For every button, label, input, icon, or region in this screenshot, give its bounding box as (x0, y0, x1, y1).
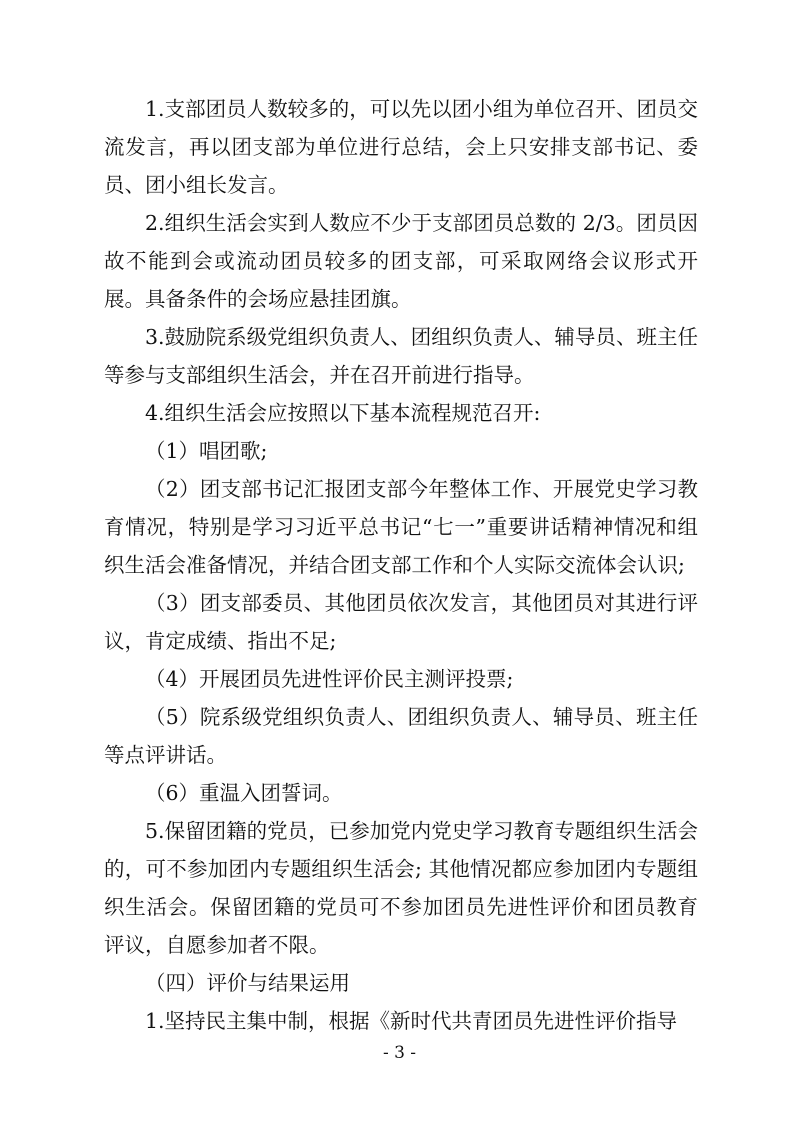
section-heading: （四）评价与结果运用 (145, 971, 350, 995)
paragraph-3: 3.鼓励院系级党组织负责人、团组织负责人、辅导员、班主任等参与支部组织生活会，并在召开前进行指导。 (104, 325, 698, 387)
page-number: - 3 - (382, 1043, 417, 1063)
paragraph-5: 5.保留团籍的党员，已参加党内党史学习教育专题组织生活会的，可不参加团内专题组织生活会; 其他情况都应参加团内专题组织生活会。保留团籍的党员可不参加团员先进性评价和团员教育评议，自愿参加者不限。 (104, 819, 698, 957)
flow-step-4: （4）开展团员先进性评价民主测评投票; (145, 667, 514, 691)
document-body (104, 90, 698, 1040)
flow-step-6: （6）重温入团誓词。 (145, 781, 343, 805)
flow-step-3: （3）团支部委员、其他团员依次发言，其他团员对其进行评议，肯定成绩、指出不足; (104, 591, 698, 653)
flow-step-2: （2）团支部书记汇报团支部今年整体工作、开展党史学习教育情况，特别是学习习近平总书记“七一”重要讲话精神情况和组织生活会准备情况，并结合团支部工作和个人实际交流体会认识; (104, 477, 698, 577)
paragraph-6: 1.坚持民主集中制，根据《新时代共青团员先进性评价指导 (145, 1009, 678, 1033)
flow-step-1: （1）唱团歌; (145, 439, 268, 463)
paragraph-2: 2.组织生活会实到人数应不少于支部团员总数的 2/3。团员因故不能到会或流动团员较多的团支部，可采取网络会议形式开展。具备条件的会场应悬挂团旗。 (104, 211, 698, 311)
paragraph-4: 4.组织生活会应按照以下基本流程规范召开: (145, 401, 541, 425)
paragraph-1: 1.支部团员人数较多的，可以先以团小组为单位召开、团员交流发言，再以团支部为单位进行总结，会上只安排支部书记、委员、团小组长发言。 (104, 97, 698, 197)
flow-step-5: （5）院系级党组织负责人、团组织负责人、辅导员、班主任等点评讲话。 (104, 705, 698, 767)
